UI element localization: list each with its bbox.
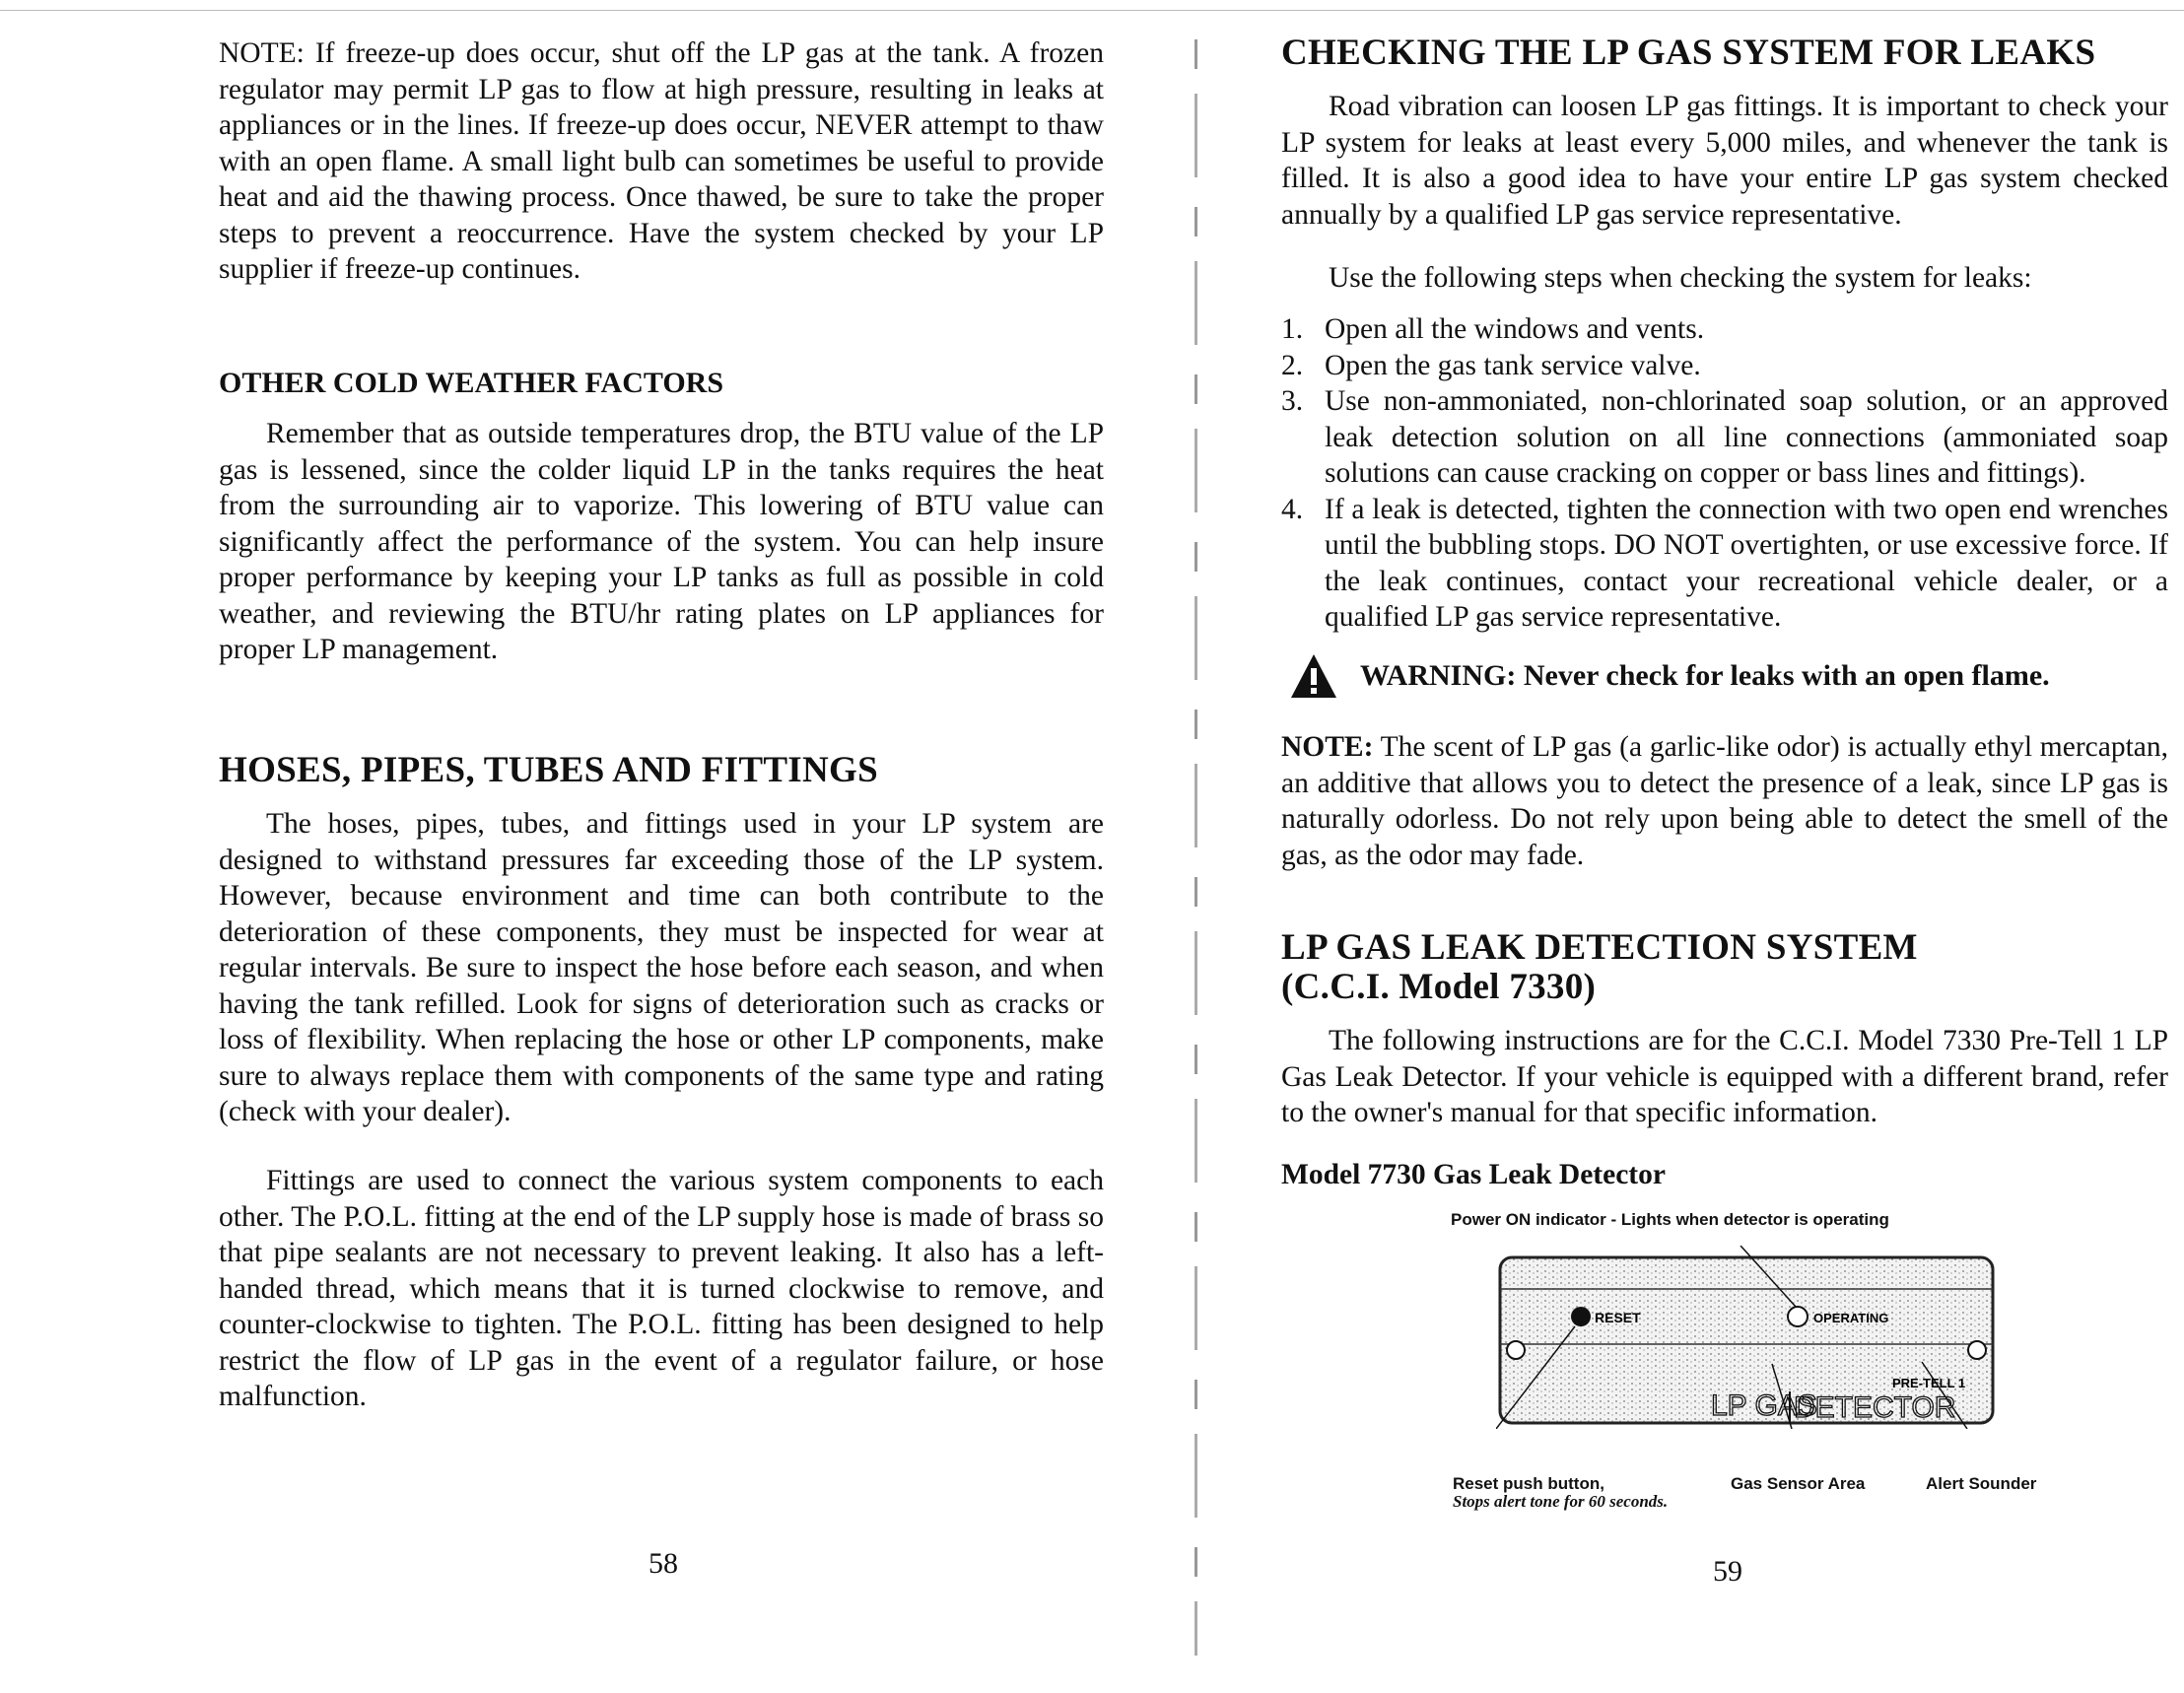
page-number-left: 58 (648, 1547, 678, 1580)
detection-para: The following instructions are for the C.C.I. Model 7330 Pre-Tell 1 LP Gas Leak Detector. If your vehicle is equipped with a different brand, refer to the owner's manual for that specific information. (1281, 1025, 2168, 1128)
step-number: 3. (1281, 385, 1304, 417)
step-item (1281, 492, 2168, 636)
step-item (1281, 348, 2168, 384)
warning-triangle-icon (1289, 652, 1338, 700)
detector-label: DETECTOR (1794, 1391, 1956, 1424)
hoses-para-1: The hoses, pipes, tubes, and fittings used in your LP system are designed to withstand pressures far exceeding those of the LP system. However, because environment and time can both contribute to the deterioration of these components, they must be inspected for wear at regular intervals. Be sure to inspect the hose before each season, and when having the tank refilled. Look for signs of deterioration such as cracks or loss of flexibility. When replacing the hose or other LP components, make sure to always replace them with components of the same type and rating (check with your dealer). (219, 808, 1104, 1127)
step-item (1281, 311, 2168, 348)
cold-weather-para: Remember that as outside temperatures drop, the BTU value of the LP gas is lessened, since the colder liquid LP in the tanks requires the heat from the surrounding air to vaporize. This lowering of BTU value can significantly affect the performance of the system. You can help insure proper performance by keeping your LP tanks as full as possible in cold weather, and reviewing the BTU/hr rating plates on LP appliances for proper LP management. (219, 418, 1104, 665)
step-number: 2. (1281, 349, 1304, 381)
reset-button-caption: Reset push button, (1453, 1474, 1604, 1493)
gas-sensor-caption: Gas Sensor Area (1731, 1474, 1866, 1493)
warning-text: WARNING: Never check for leaks with an open flame. (1360, 659, 2050, 692)
step-text: Open the gas tank service valve. (1325, 349, 1701, 381)
figure-title: Model 7730 Gas Leak Detector (1281, 1159, 1666, 1190)
alert-sounder-caption: Alert Sounder (1926, 1474, 2037, 1493)
warning-callout (1289, 652, 2050, 700)
odor-note (1281, 729, 2168, 873)
lp-gas-label: LP GAS (1711, 1389, 1817, 1422)
page-gutter (1194, 39, 1197, 1656)
detection-heading-2: (C.C.I. Model 7330) (1281, 967, 1597, 1007)
page-number-right: 59 (1713, 1555, 1742, 1588)
freeze-up-note: NOTE: If freeze-up does occur, shut off the LP gas at the tank. A frozen regulator may permit LP gas to flow at high pressure, resulting in leaks at appliances or in the lines. If freeze-up does occur, NEVER attempt to thaw with an open flame. A small light bulb can sometimes be useful to provide heat and aid the thawing process. Once thawed, be sure to take the proper steps to prevent a reoccurrence. Have the system checked by your LP supplier if freeze-up continues. (219, 37, 1104, 285)
reset-label: RESET (1595, 1310, 1641, 1325)
hoses-heading: HOSES, PIPES, TUBES AND FITTINGS (219, 750, 878, 790)
step-text: If a leak is detected, tighten the connection with two open end wrenches until the bubbling stops. DO NOT overtighten, or use excessive force. If the leak continues, contact your recreational vehicle dealer, or a qualified LP gas service representative. (1325, 493, 2168, 633)
hoses-para-2: Fittings are used to connect the various system components to each other. The P.O.L. fitting at the end of the LP supply hose is made of brass so that pipe sealants are not necessary to prevent leaking. It also has a left-handed thread, which means that it is turned clockwise to remove, and counter-clockwise to tighten. The P.O.L. fitting has been designed to help restrict the flow of LP gas in the event of a regulator failure, or hose malfunction. (219, 1165, 1104, 1412)
odor-note-text: The scent of LP gas (a garlic-like odor) is actually ethyl mercaptan, an additive that allows you to detect the presence of a leak, since LP gas is naturally odorless. Do not rely upon being able to detect the smell of the gas, as the odor may fade. (1281, 731, 2168, 871)
step-number: 4. (1281, 493, 1304, 525)
step-text: Use non-ammoniated, non-chlorinated soap solution, or an approved leak detection solution on all line connections (ammoniated soap solutions can cause cracking on copper or bass lines and fittings). (1325, 385, 2168, 489)
step-number: 1. (1281, 313, 1304, 345)
detection-heading-1: LP GAS LEAK DETECTION SYSTEM (1281, 927, 1918, 968)
checking-para: Road vibration can loosen LP gas fittings. It is important to check your LP system for leaks at least every 5,000 miles, and whenever the tank is filled. It is also a good idea to have your entire LP gas system checked annually by a qualified LP gas service representative. (1281, 91, 2168, 231)
reset-button-caption-italic: Stops alert tone for 60 seconds. (1453, 1492, 1669, 1511)
steps-intro: Use the following steps when checking the system for leaks: (1329, 262, 2032, 294)
step-item (1281, 383, 2168, 492)
power-indicator-caption: Power ON indicator - Lights when detector is operating (1451, 1210, 1889, 1229)
cold-weather-heading: OTHER COLD WEATHER FACTORS (219, 367, 724, 399)
odor-note-label: NOTE: (1281, 731, 1374, 763)
leak-check-steps (1281, 311, 2168, 636)
gas-leak-detector-illustration (1496, 1246, 1997, 1429)
pretell-label: PRE-TELL 1 (1892, 1376, 1966, 1390)
operating-label: OPERATING (1813, 1311, 1889, 1325)
checking-heading: CHECKING THE LP GAS SYSTEM FOR LEAKS (1281, 33, 2096, 73)
step-text: Open all the windows and vents. (1325, 313, 1705, 345)
